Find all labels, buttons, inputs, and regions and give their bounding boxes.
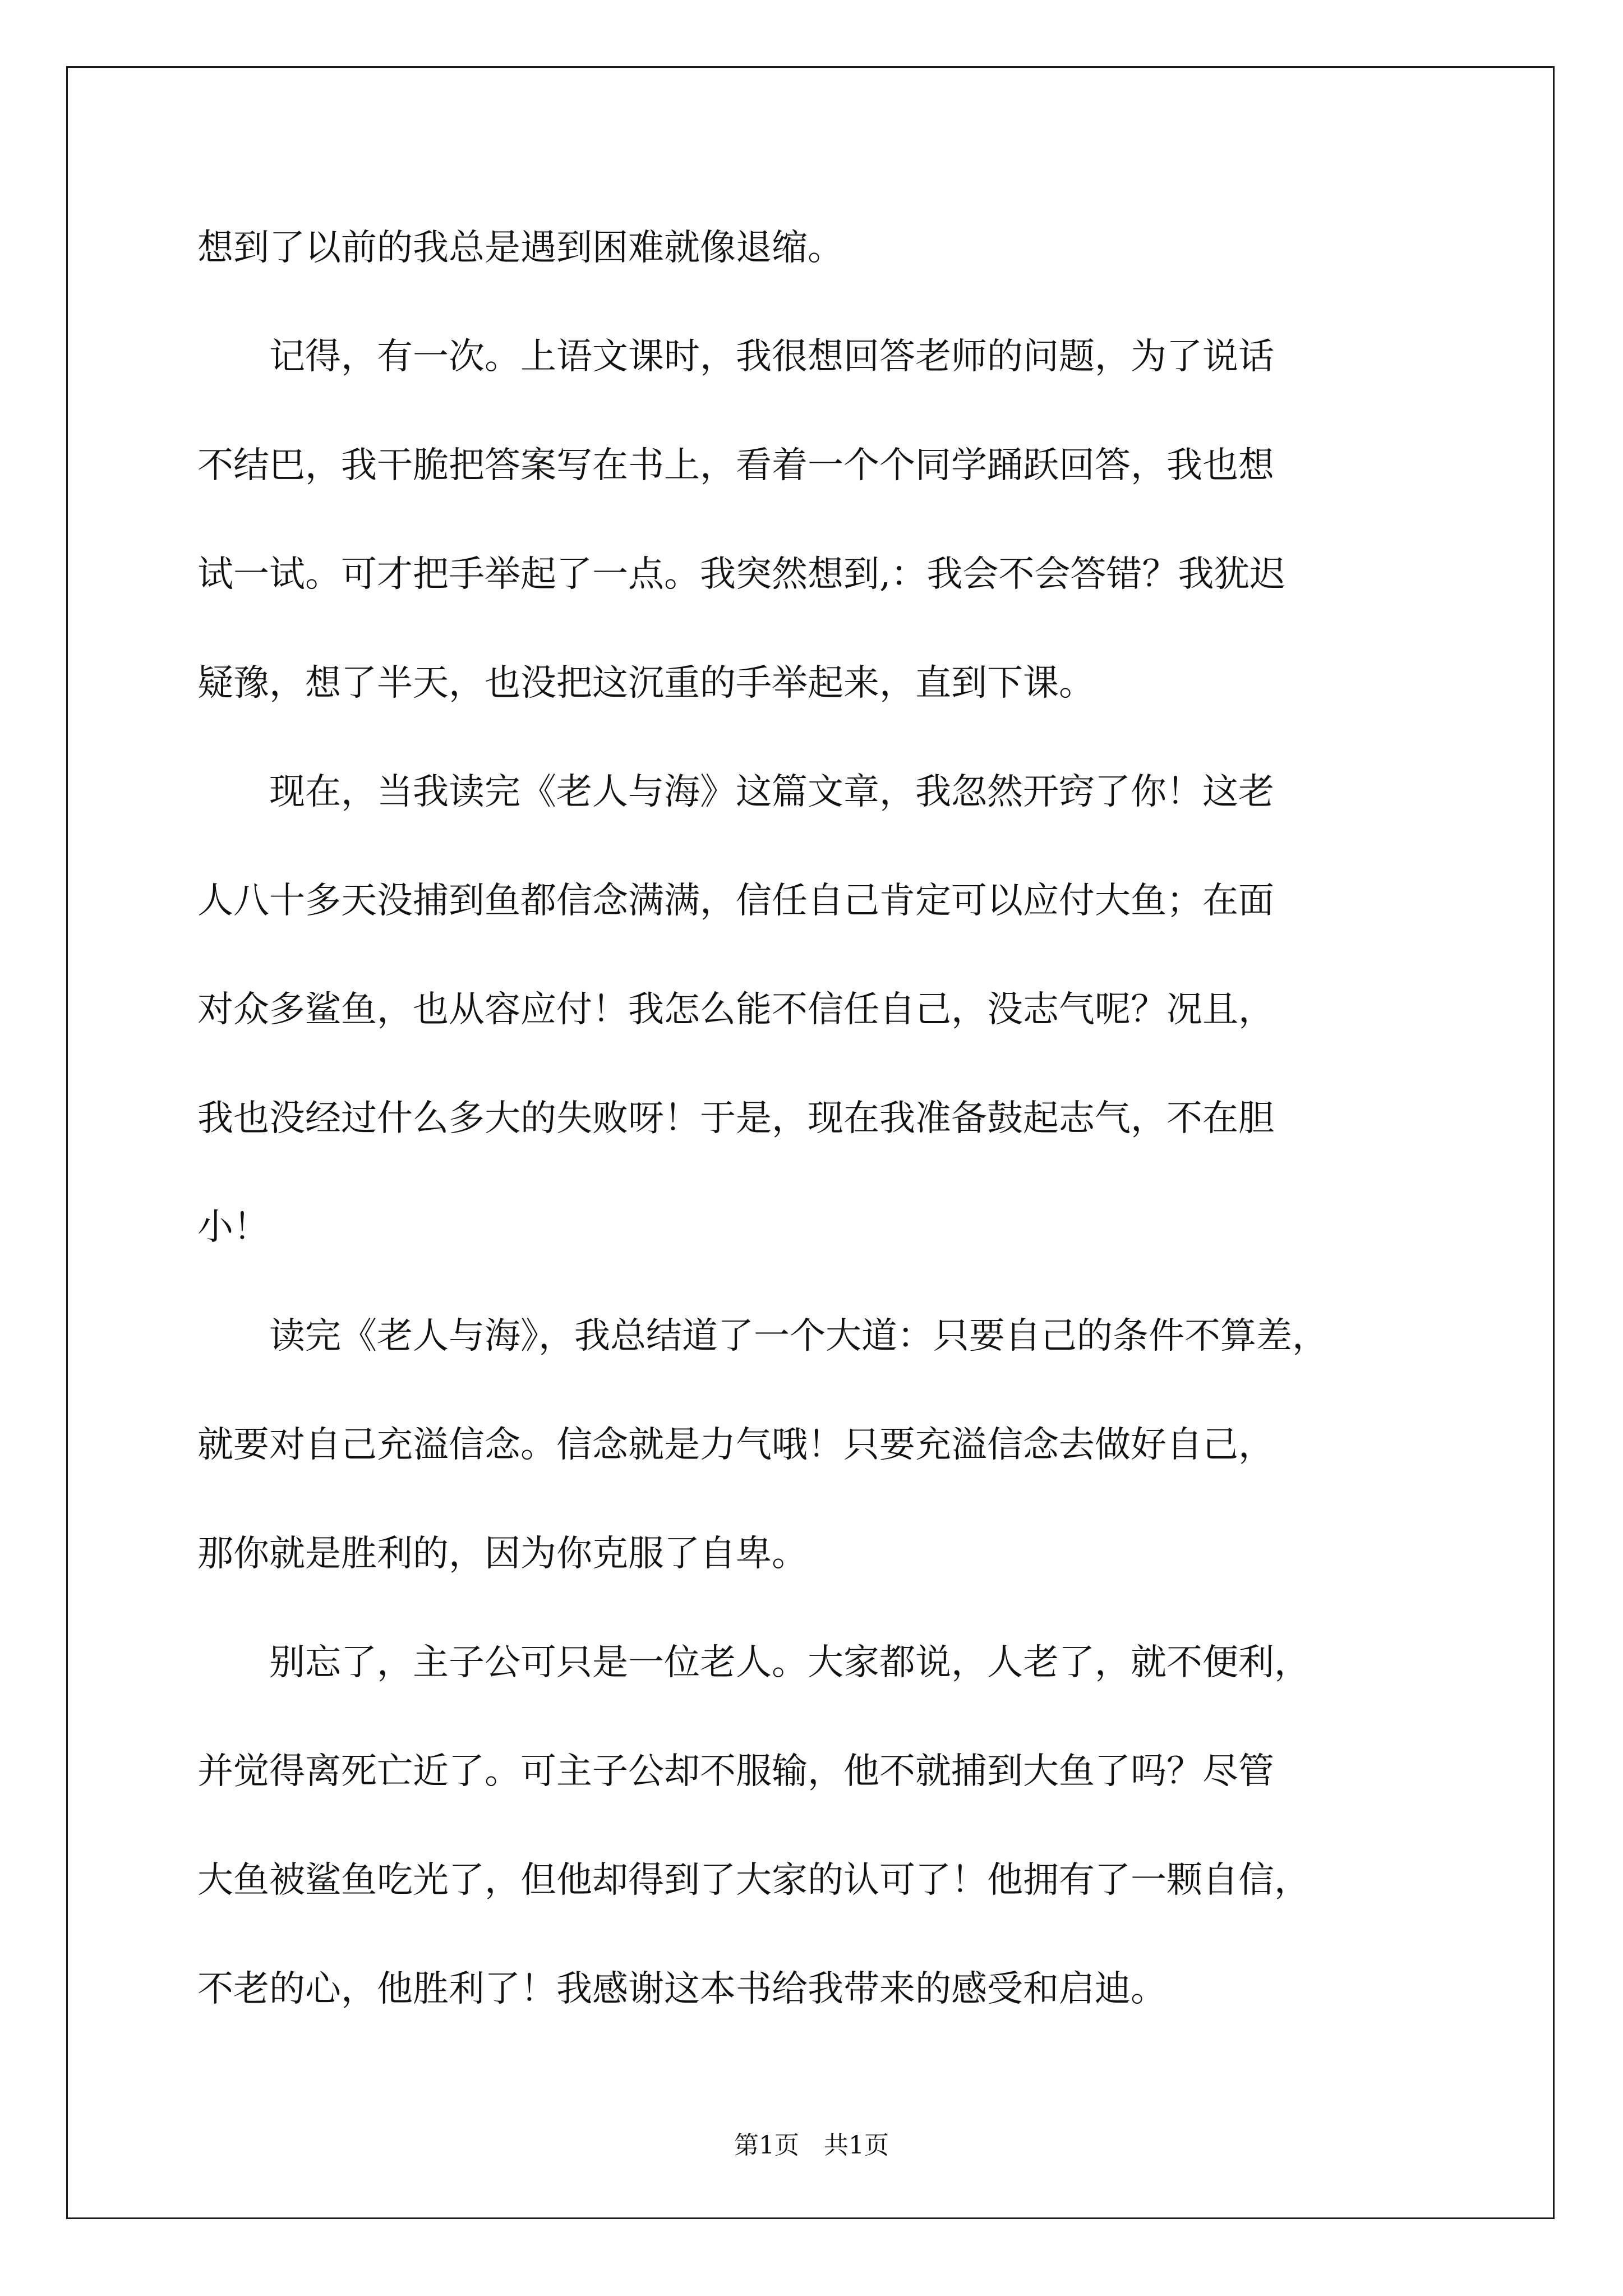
text-line: 现在，当我读完《老人与海》这篇文章，我忽然开窍了你！这老 — [197, 771, 1274, 813]
text-line: 就要对自己充溢信念。信念就是力气哦！只要充溢信念去做好自己， — [197, 1424, 1274, 1466]
text-line: 疑豫，想了半天，也没把这沉重的手举起来，直到下课。 — [197, 662, 1095, 704]
text-line: 大鱼被鲨鱼吃光了，但他却得到了大家的认可了！他拥有了一颗自信， — [197, 1860, 1310, 1901]
text-line: 记得，有一次。上语文课时，我很想回答老师的问题，为了说话 — [197, 336, 1274, 378]
text-line: 小！ — [197, 1207, 269, 1248]
page-number: 第1页 — [734, 2131, 799, 2160]
text-line: 不结巴，我干脆把答案写在书上，看着一个个同学踊跃回答，我也想 — [197, 445, 1274, 486]
page-total: 共1页 — [824, 2131, 889, 2160]
text-line: 我也没经过什么多大的失败呀！于是，现在我准备鼓起志气，不在胆 — [197, 1098, 1274, 1139]
text-line: 不老的心，他胜利了！我感谢这本书给我带来的感受和启迪。 — [197, 1968, 1166, 2010]
text-line: 别忘了，主子公可只是一位老人。大家都说，人老了，就不便利， — [197, 1642, 1310, 1683]
text-line: 试一试。可才把手举起了一点。我突然想到,：我会不会答错？我犹迟 — [197, 554, 1286, 595]
text-line: 那你就是胜利的，因为你克服了自卑。 — [197, 1533, 808, 1575]
page-footer — [0, 2125, 1623, 2161]
text-line: 并觉得离死亡近了。可主子公却不服输，他不就捕到大鱼了吗？尽管 — [197, 1751, 1274, 1792]
text-line: 对众多鲨鱼，也从容应付！我怎么能不信任自己，没志气呢？况且， — [197, 989, 1274, 1030]
text-line: 人八十多天没捕到鱼都信念满满，信任自己肯定可以应付大鱼；在面 — [197, 880, 1274, 922]
text-line: 想到了以前的我总是遇到困难就像退缩。 — [197, 227, 843, 269]
text-line: 读完《老人与海》，我总结道了一个大道：只要自己的条件不算差， — [197, 1315, 1328, 1357]
